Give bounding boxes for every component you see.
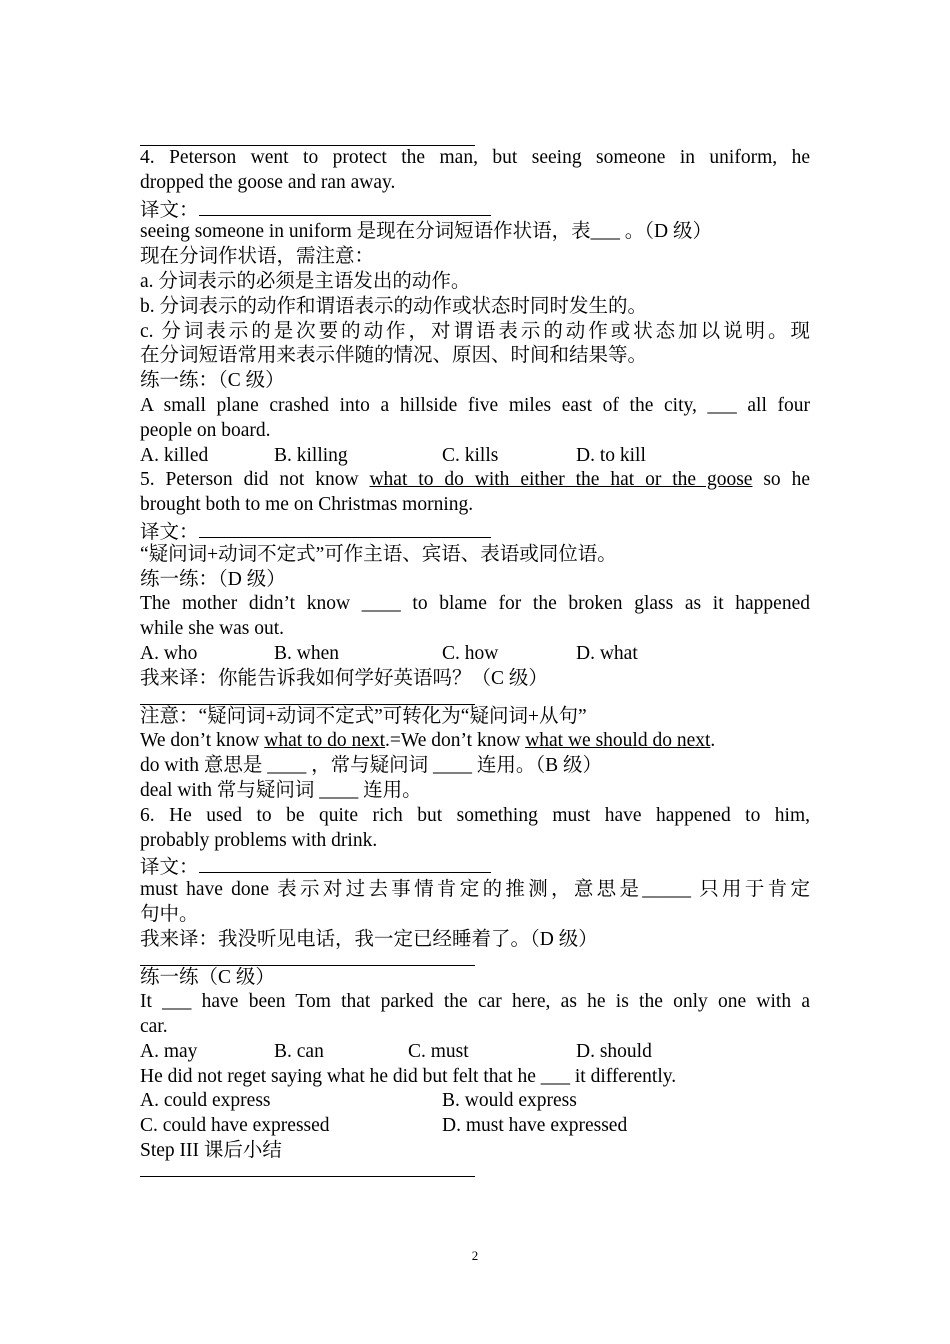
option-d[interactable]: D. should <box>576 1040 652 1062</box>
attention-note: 注意：“疑问词+动词不定式”可转化为“疑问词+从句” <box>140 705 587 727</box>
answer-line[interactable] <box>140 1164 475 1177</box>
exercise-4-line-1: He did not reget saying what he did but felt that he ___ it differently. <box>140 1065 677 1087</box>
exercise-1-line-1: A small plane crashed into a hillside five miles east of the city, ___ all four <box>140 394 810 416</box>
question-6-line-1: 6. He used to be quite rich but something must have happened to him, <box>140 804 810 826</box>
answer-line[interactable] <box>140 953 475 966</box>
question-4-line-1: 4. Peterson went to protect the man, but seeing someone in uniform, he <box>140 147 810 168</box>
grammar-point-a: a. 分词表示的必须是主语发出的动作。 <box>140 270 471 292</box>
exercise-3-line-1: It ___ have been Tom that parked the car here, as he is the only one with a <box>140 991 810 1013</box>
translation-prompt: 译文： <box>140 196 810 221</box>
translation-blank[interactable] <box>199 853 491 873</box>
option-d[interactable]: D. what <box>576 642 638 664</box>
question-4-line-2: dropped the goose and ran away. <box>140 171 396 193</box>
exercise-1-line-2: people on board. <box>140 419 271 441</box>
translation-blank[interactable] <box>199 196 491 216</box>
option-c[interactable]: C. how <box>442 642 499 664</box>
practice-heading: 练一练：（C 级） <box>140 370 285 392</box>
option-c[interactable]: C. must <box>408 1040 469 1062</box>
grammar-note: seeing someone in uniform 是现在分词短语作状语，表___ 。（D 级） <box>140 221 712 243</box>
exercise-2-line-2: while she was out. <box>140 618 285 640</box>
question-5-line-2: brought both to me on Christmas morning. <box>140 494 474 516</box>
option-a[interactable]: A. killed <box>140 444 209 466</box>
practice-heading: 练一练（C 级） <box>140 966 275 988</box>
question-6-line-2: probably problems with drink. <box>140 829 378 851</box>
grammar-note: 句中。 <box>140 903 199 925</box>
practice-heading: 练一练：（D 级） <box>140 568 286 590</box>
example-sentence: We don’t know what to do next.=We don’t know what we should do next. <box>140 730 716 752</box>
option-a[interactable]: A. who <box>140 642 198 664</box>
option-c[interactable]: C. kills <box>442 444 499 466</box>
vocab-note: do with 意思是 ____ ，常与疑问词 ____ 连用。（B 级） <box>140 755 603 777</box>
underlined-phrase: what to do next <box>264 730 386 752</box>
answer-line[interactable] <box>140 692 475 705</box>
exercise-3-line-2: car. <box>140 1016 168 1038</box>
option-d[interactable]: D. must have expressed <box>442 1115 628 1137</box>
step-heading: Step III 课后小结 <box>140 1140 282 1162</box>
grammar-point-c: c. 分词表示的是次要的动作，对谓语表示的动作或状态加以说明。现 <box>140 320 810 342</box>
underlined-phrase: what to do with either the hat or the goose <box>369 469 753 491</box>
option-b[interactable]: B. when <box>274 642 339 664</box>
translate-task: 我来译：你能告诉我如何学好英语吗？（C 级） <box>140 667 548 689</box>
exercise-4-options-row-2 <box>140 1114 810 1139</box>
option-b[interactable]: B. can <box>274 1040 324 1062</box>
translation-prompt: 译文： <box>140 853 810 878</box>
option-b[interactable]: B. killing <box>274 444 348 466</box>
grammar-note: “疑问词+动词不定式”可作主语、宾语、表语或同位语。 <box>140 543 617 565</box>
option-b[interactable]: B. would express <box>442 1090 577 1112</box>
grammar-note: must have done 表示对过去事情肯定的推测，意思是_____ 只用于肯定 <box>140 879 810 901</box>
option-c[interactable]: C. could have expressed <box>140 1115 330 1137</box>
translation-blank[interactable] <box>199 518 491 538</box>
worksheet-page <box>140 138 810 1177</box>
exercise-4-options-row-1 <box>140 1089 810 1114</box>
exercise-3-options <box>140 1040 810 1065</box>
option-d[interactable]: D. to kill <box>576 444 646 466</box>
underlined-phrase: what we should do next <box>525 730 711 752</box>
option-a[interactable]: A. may <box>140 1040 198 1062</box>
exercise-2-line-1: The mother didn’t know ____ to blame for the broken glass as it happened <box>140 593 810 615</box>
answer-line <box>140 138 475 146</box>
page-number: 2 <box>471 1248 479 1263</box>
vocab-note: deal with 常与疑问词 ____ 连用。 <box>140 779 422 801</box>
translate-task: 我来译：我没听见电话，我一定已经睡着了。（D 级） <box>140 928 598 950</box>
translation-prompt: 译文： <box>140 518 810 543</box>
grammar-point-b: b. 分词表示的动作和谓语表示的动作或状态时同时发生的。 <box>140 295 648 317</box>
exercise-2-options <box>140 642 810 667</box>
grammar-point-c-cont: 在分词短语常用来表示伴随的情况、原因、时间和结果等。 <box>140 345 648 367</box>
exercise-1-options <box>140 444 810 469</box>
question-5-line-1: 5. Peterson did not know what to do with either the hat or the goose so he <box>140 469 810 491</box>
grammar-note: 现在分词作状语，需注意： <box>140 246 375 268</box>
option-a[interactable]: A. could express <box>140 1090 271 1112</box>
